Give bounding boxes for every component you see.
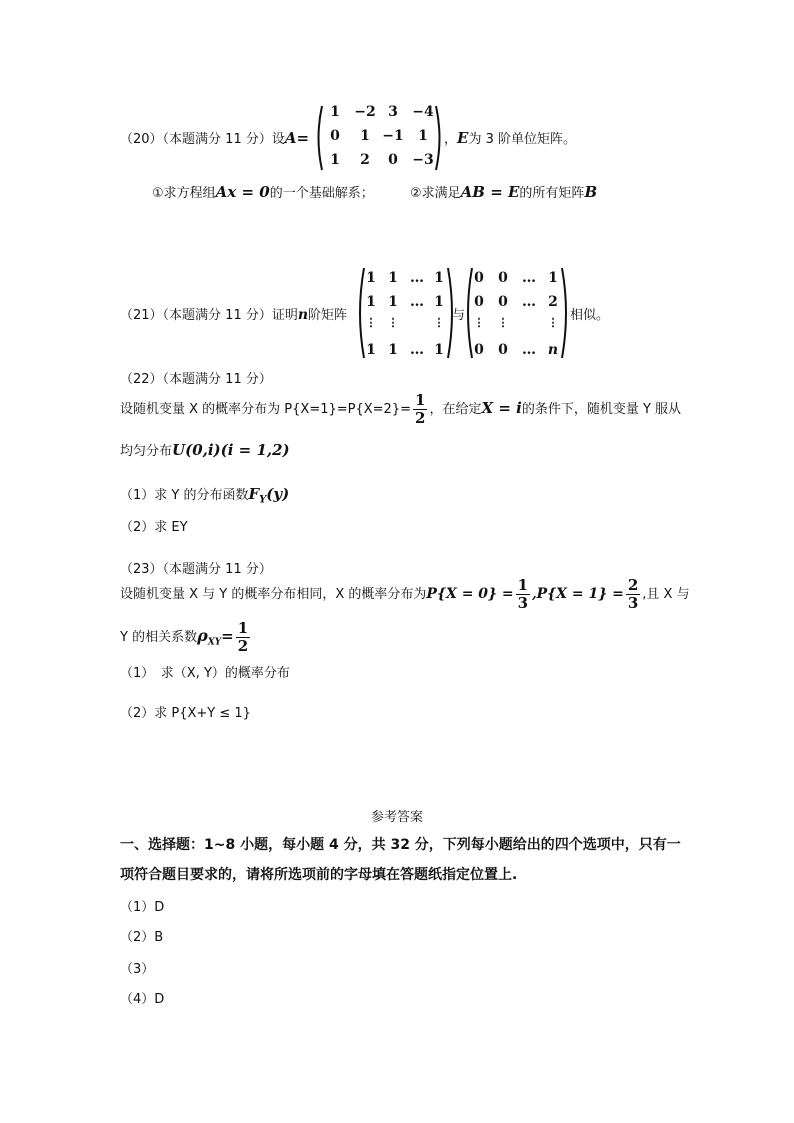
matrix-cell: ⋮ xyxy=(547,316,559,329)
q20-part2: ②求满足AB = E的所有矩阵B xyxy=(410,183,598,201)
q23-sub2: （2）求 P{X+Y ≤ 1} xyxy=(120,706,251,721)
matrix-cell: −2 xyxy=(354,104,376,120)
q21-tail: 相似。 xyxy=(570,308,610,323)
matrix-cell: 1 xyxy=(330,104,340,120)
matrix-cell: 2 xyxy=(548,294,558,310)
matrix-cell: 1 xyxy=(330,152,340,168)
matrix-cell: −1 xyxy=(382,128,404,144)
answers-section-line1: 一、选择题：1~8 小题，每小题 4 分，共 32 分，下列每小题给出的四个选项中，只有一 xyxy=(120,837,681,853)
matrix-cell: 1 xyxy=(434,294,444,310)
answer-item: （3） xyxy=(120,962,155,977)
matrix-cell: −3 xyxy=(412,152,434,168)
answer-item: （4）D xyxy=(120,992,165,1007)
matrix-cell: 1 xyxy=(388,270,398,286)
matrix-cell: 1 xyxy=(388,294,398,310)
q21-label: （21）（本题满分 11 分）证明n阶矩阵 xyxy=(120,307,348,323)
answer-item: （2）B xyxy=(120,930,164,945)
matrix-cell: 1 xyxy=(366,294,376,310)
matrix-cell: … xyxy=(522,270,536,286)
q22-sub2: （2）求 EY xyxy=(120,520,188,535)
matrix-cell: 0 xyxy=(474,294,484,310)
matrix-cell: n xyxy=(547,342,559,358)
matrix-cell: 1 xyxy=(388,342,398,358)
matrix-cell: … xyxy=(522,342,536,358)
matrix-cell: ⋮ xyxy=(473,316,485,329)
answers-section-line2: 项符合题目要求的，请将所选项前的字母填在答题纸指定位置上. xyxy=(120,867,518,883)
answer-item: （1）D xyxy=(120,900,165,915)
matrix-cell: 0 xyxy=(474,270,484,286)
q20-part1: ①求方程组Ax = 0的一个基础解系； xyxy=(152,183,374,201)
matrix-cell: 1 xyxy=(548,270,558,286)
q22-label: （22）（本题满分 11 分） xyxy=(120,372,272,387)
matrix-cell: 1 xyxy=(434,270,444,286)
matrix-cell: 0 xyxy=(330,128,340,144)
q20-matrix-right-paren xyxy=(434,104,444,172)
q23-fraction-3: $\frac{1}{2}$ xyxy=(237,619,249,655)
q22-line1: 设随机变量 X 的概率分布为 P{X=1}=P{X=2}= $\frac{1}{2}$ ，在给定X = i的条件下，随机变量 Y 服从 xyxy=(120,391,682,427)
q22-sub1: （1）求 Y 的分布函数$F_Y(y)$ xyxy=(120,485,290,506)
q22-fraction: $\frac{1}{2}$ xyxy=(415,391,426,427)
matrix-cell: 0 xyxy=(474,342,484,358)
matrix-cell: 1 xyxy=(418,128,428,144)
answers-title: 参考答案 xyxy=(370,810,423,825)
q23-sub1: （1） 求（X, Y）的概率分布 xyxy=(120,666,290,681)
q23-line2: Y 的相关系数$\rho_{XY}=$ $\frac{1}{2}$ xyxy=(120,619,249,655)
matrix-cell: 1 xyxy=(360,128,370,144)
matrix-cell: 0 xyxy=(498,270,508,286)
matrix-cell: ⋮ xyxy=(365,316,377,329)
q22-line2: 均匀分布U(0,i)(i = 1,2) xyxy=(120,441,290,459)
matrix-cell: 1 xyxy=(366,270,376,286)
matrix-cell: 1 xyxy=(434,342,444,358)
matrix-cell: ⋮ xyxy=(433,316,445,329)
matrix-cell: 3 xyxy=(388,104,398,120)
matrix-cell: … xyxy=(410,342,424,358)
q23-line1: 设随机变量 X 与 Y 的概率分布相同，X 的概率分布为P{X = 0} = $\frac{1}{3}$ ,P{X = 1} = $\frac{2}{3}$ ,且 X 与 xyxy=(120,576,690,612)
q21-matrix2-right-paren xyxy=(560,266,570,360)
matrix-cell: … xyxy=(410,270,424,286)
matrix-cell: ⋮ xyxy=(497,316,509,329)
q23-fraction-1: $\frac{1}{3}$ xyxy=(517,576,529,612)
q23-label: （23）（本题满分 11 分） xyxy=(120,562,272,577)
matrix-cell: −4 xyxy=(412,104,434,120)
q23-fraction-2: $\frac{2}{3}$ xyxy=(627,576,639,612)
q20-tail: ，E为 3 阶单位矩阵。 xyxy=(444,129,576,147)
matrix-cell: 0 xyxy=(498,294,508,310)
matrix-cell: ⋮ xyxy=(387,316,399,329)
matrix-cell: … xyxy=(522,294,536,310)
matrix-cell: 1 xyxy=(366,342,376,358)
matrix-cell: 0 xyxy=(498,342,508,358)
matrix-cell: 0 xyxy=(388,152,398,168)
q21-mid: 与 xyxy=(452,308,466,323)
q20-label: （20）（本题满分 11 分）设A= xyxy=(120,129,310,147)
matrix-cell: 2 xyxy=(360,152,370,168)
matrix-cell: … xyxy=(410,294,424,310)
